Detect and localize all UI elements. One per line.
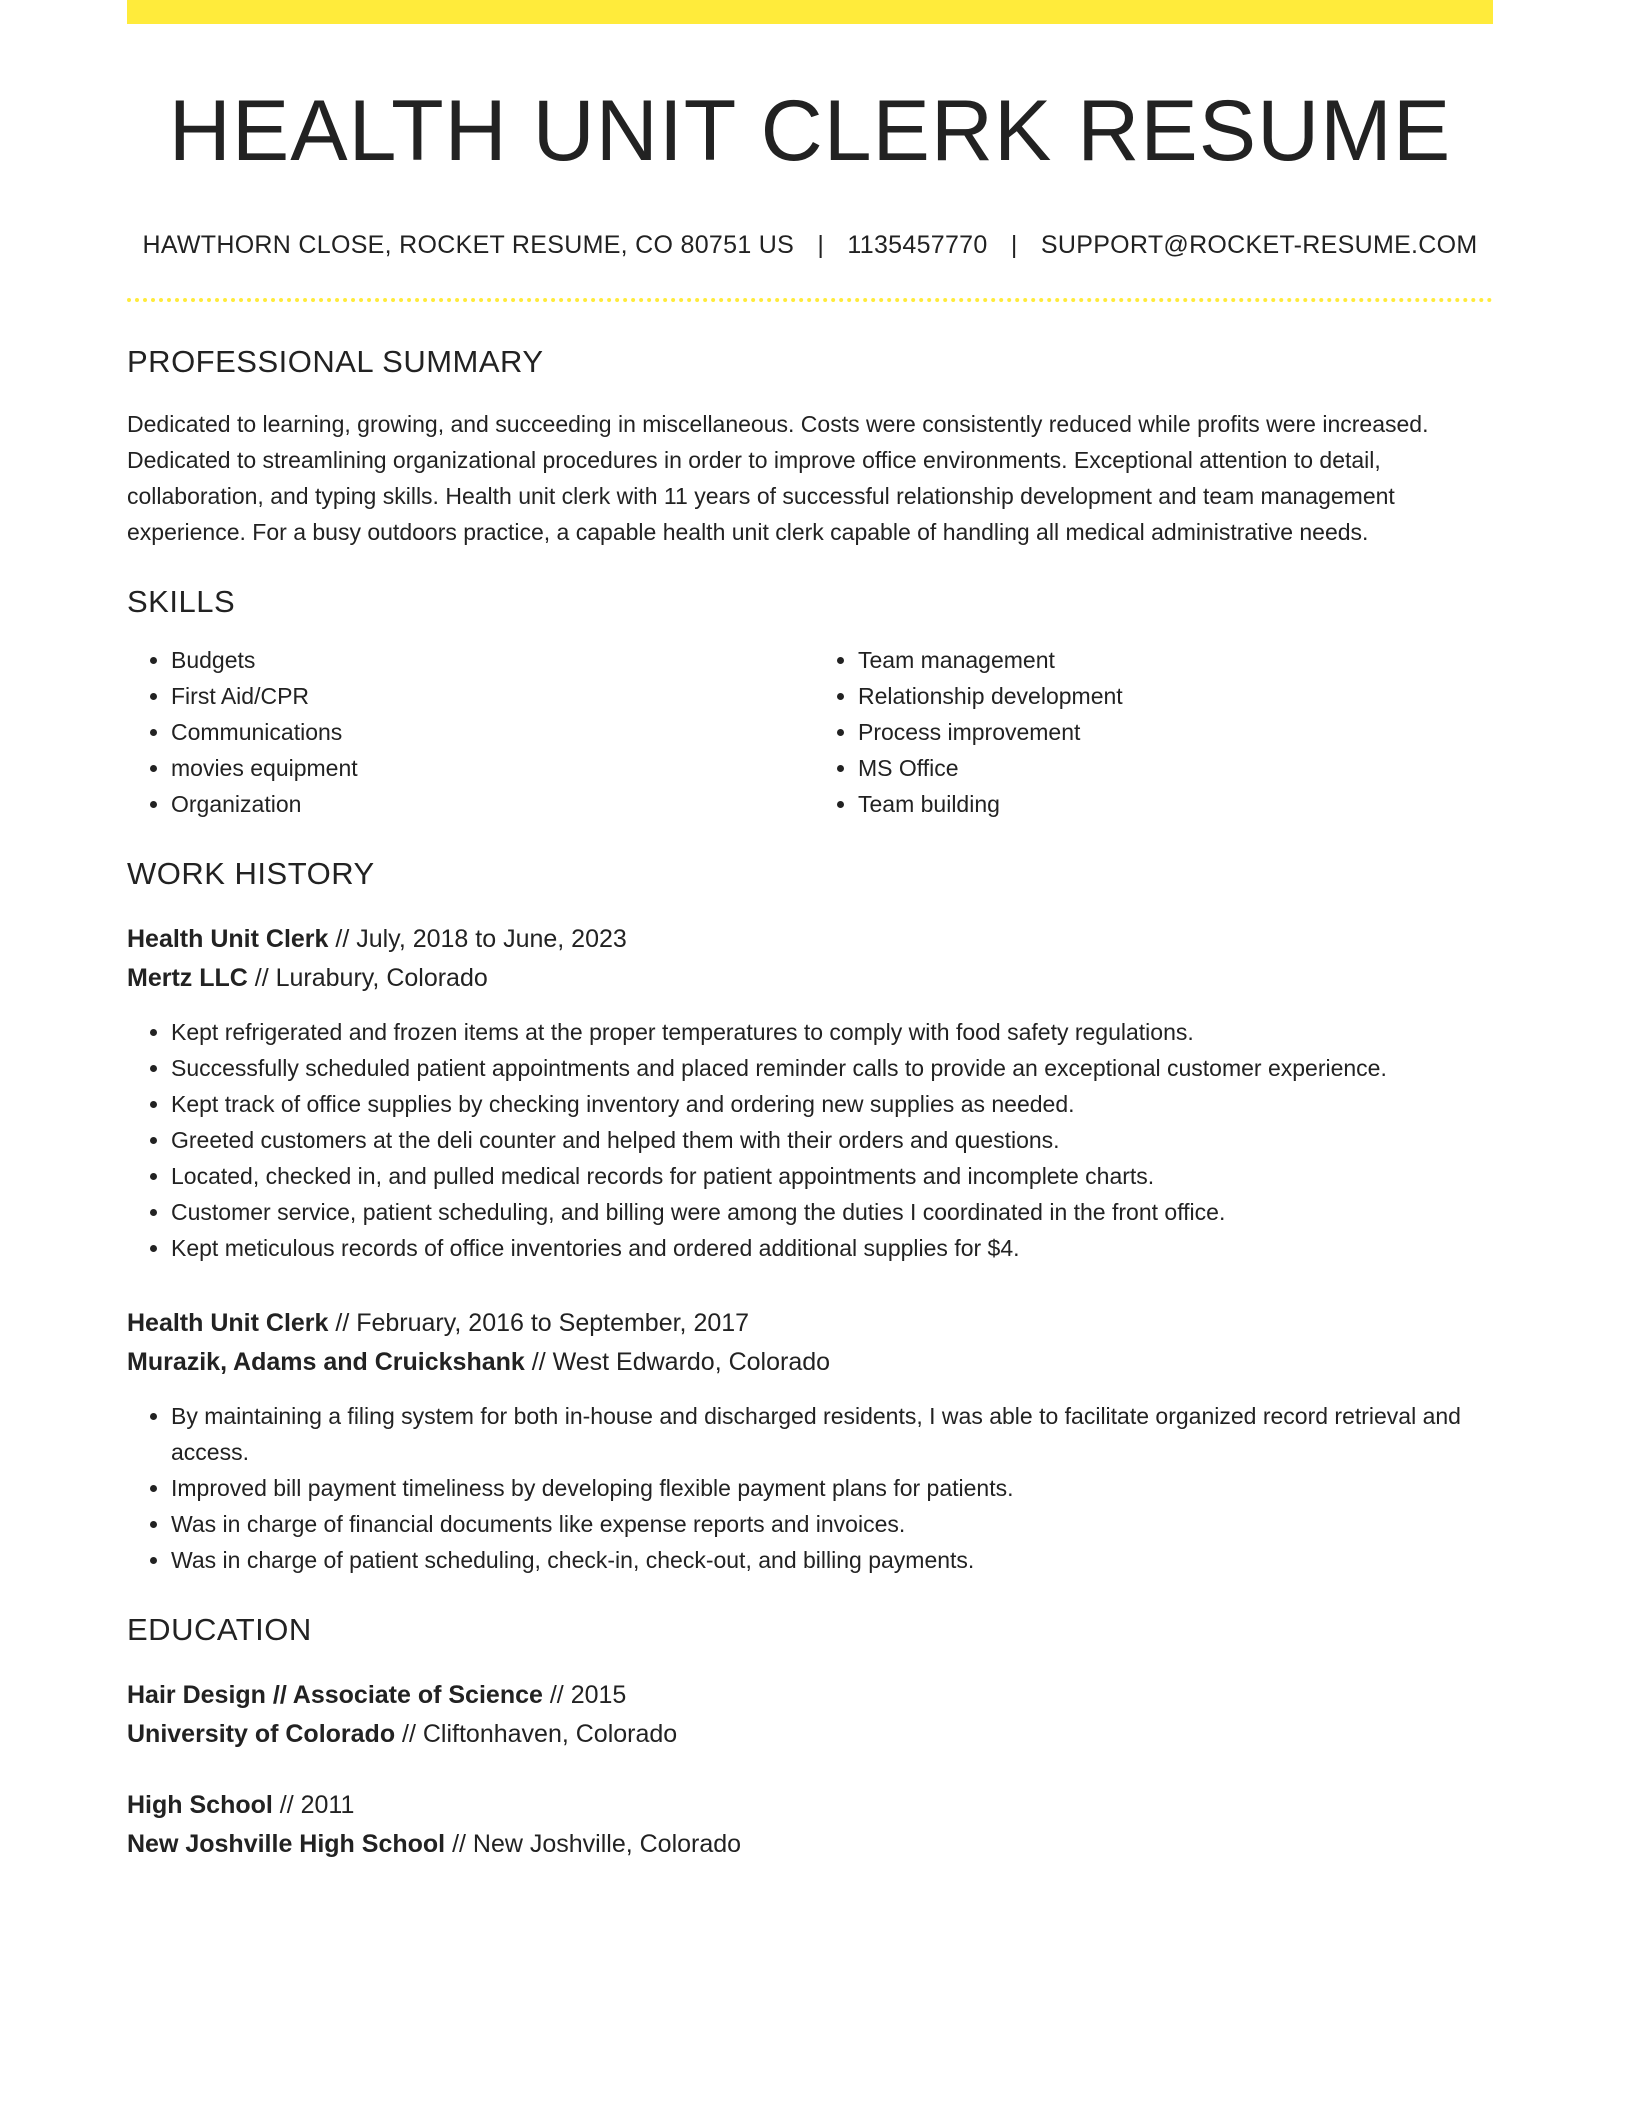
job-duty: • By maintaining a filing system for both in-house and discharged residents, I was able to facilitate organized record retrieval and access. bbox=[171, 1398, 1493, 1470]
education-year: // 2011 bbox=[272, 1790, 355, 1819]
job-location: // West Edwardo, Colorado bbox=[524, 1347, 831, 1376]
education-location: // Cliftonhaven, Colorado bbox=[395, 1719, 678, 1748]
work-history-heading: WORK HISTORY bbox=[127, 855, 375, 891]
skills-heading: SKILLS bbox=[127, 583, 236, 619]
education-heading: EDUCATION bbox=[127, 1611, 312, 1647]
job-company: Mertz LLC bbox=[127, 963, 248, 992]
job-duty: • Kept refrigerated and frozen items at the proper temperatures to comply with food safety regulations. bbox=[171, 1014, 1493, 1050]
job-company: Murazik, Adams and Cruickshank bbox=[127, 1347, 525, 1376]
skills-list bbox=[127, 642, 1493, 822]
resume-title: HEALTH UNIT CLERK RESUME bbox=[168, 83, 1452, 179]
job-entry bbox=[127, 1304, 1493, 1578]
job-duty: • Was in charge of financial documents like expense reports and invoices. bbox=[171, 1506, 1493, 1542]
education-year: // 2015 bbox=[542, 1680, 627, 1709]
job-title: Health Unit Clerk bbox=[127, 924, 329, 953]
job-duties-list bbox=[127, 1398, 1493, 1578]
contact-separator: | bbox=[1010, 230, 1018, 259]
job-title: Health Unit Clerk bbox=[127, 1308, 329, 1337]
job-duty: • Customer service, patient scheduling, and billing were among the duties I coordinated in the front office. bbox=[171, 1194, 1493, 1230]
job-duty: • Successfully scheduled patient appointments and placed reminder calls to provide an exceptional customer experience. bbox=[171, 1050, 1493, 1086]
job-duty: • Located, checked in, and pulled medical records for patient appointments and incomplete charts. bbox=[171, 1158, 1493, 1194]
resume-page bbox=[127, 0, 1493, 1864]
dotted-divider bbox=[127, 298, 1493, 302]
job-duties-list bbox=[127, 1014, 1493, 1266]
job-dates: // February, 2016 to September, 2017 bbox=[328, 1308, 750, 1337]
education-school: University of Colorado bbox=[127, 1719, 396, 1748]
job-dates: // July, 2018 to June, 2023 bbox=[328, 924, 627, 953]
summary-heading: PROFESSIONAL SUMMARY bbox=[127, 343, 544, 379]
job-duty: • Kept track of office supplies by checking inventory and ordering new supplies as needed. bbox=[171, 1086, 1493, 1122]
education-degree-line bbox=[127, 1786, 1493, 1825]
skill-item: • Process improvement bbox=[858, 714, 1493, 750]
contact-email: SUPPORT@ROCKET-RESUME.COM bbox=[1040, 230, 1478, 259]
job-title-line bbox=[127, 920, 1493, 959]
skill-item: • movies equipment bbox=[171, 750, 810, 786]
job-title-line bbox=[127, 1304, 1493, 1343]
skill-item: • Organization bbox=[171, 786, 810, 822]
education-location: // New Joshville, Colorado bbox=[445, 1829, 742, 1858]
job-entry bbox=[127, 920, 1493, 1266]
job-duty: • Greeted customers at the deli counter and helped them with their orders and questions. bbox=[171, 1122, 1493, 1158]
education-degree-line bbox=[127, 1676, 1493, 1715]
education-school-line bbox=[127, 1825, 1493, 1864]
contact-line bbox=[127, 231, 1493, 260]
job-company-line bbox=[127, 959, 1493, 998]
skill-item: • Budgets bbox=[171, 642, 810, 678]
skill-item: • Communications bbox=[171, 714, 810, 750]
education-school: New Joshville High School bbox=[127, 1829, 446, 1858]
contact-address: HAWTHORN CLOSE, ROCKET RESUME, CO 80751 US bbox=[142, 230, 795, 259]
skill-item: • Team management bbox=[858, 642, 1493, 678]
education-degree: Hair Design // Associate of Science bbox=[127, 1680, 543, 1709]
top-accent-bar bbox=[127, 0, 1493, 24]
contact-separator: | bbox=[817, 230, 825, 259]
education-entry bbox=[127, 1676, 1493, 1754]
education-degree: High School bbox=[127, 1790, 273, 1819]
skills-column-left bbox=[127, 642, 810, 822]
education-school-line bbox=[127, 1715, 1493, 1754]
skill-item: • First Aid/CPR bbox=[171, 678, 810, 714]
skill-item: • Team building bbox=[858, 786, 1493, 822]
skill-item: • Relationship development bbox=[858, 678, 1493, 714]
skill-item: • MS Office bbox=[858, 750, 1493, 786]
job-location: // Lurabury, Colorado bbox=[247, 963, 488, 992]
job-duty: • Was in charge of patient scheduling, check-in, check-out, and billing payments. bbox=[171, 1542, 1493, 1578]
job-duty: • Improved bill payment timeliness by developing flexible payment plans for patients. bbox=[171, 1470, 1493, 1506]
job-duty: • Kept meticulous records of office inventories and ordered additional supplies for $4. bbox=[171, 1230, 1493, 1266]
job-company-line bbox=[127, 1343, 1493, 1382]
contact-phone: 1135457770 bbox=[847, 230, 988, 259]
summary-text: Dedicated to learning, growing, and succeeding in miscellaneous. Costs were consistently reduced while profits were increased. Dedicated to streamlining organizational procedures in order to improve office environments. Exceptional attention to detail, collaboration, and typing skills. Health unit clerk with 11 years of successful relationship development and team management experience. For a busy outdoors practice, a capable health unit clerk capable of handling all medical administrative needs. bbox=[127, 410, 1429, 545]
skills-column-right bbox=[810, 642, 1493, 822]
education-entry bbox=[127, 1786, 1493, 1864]
